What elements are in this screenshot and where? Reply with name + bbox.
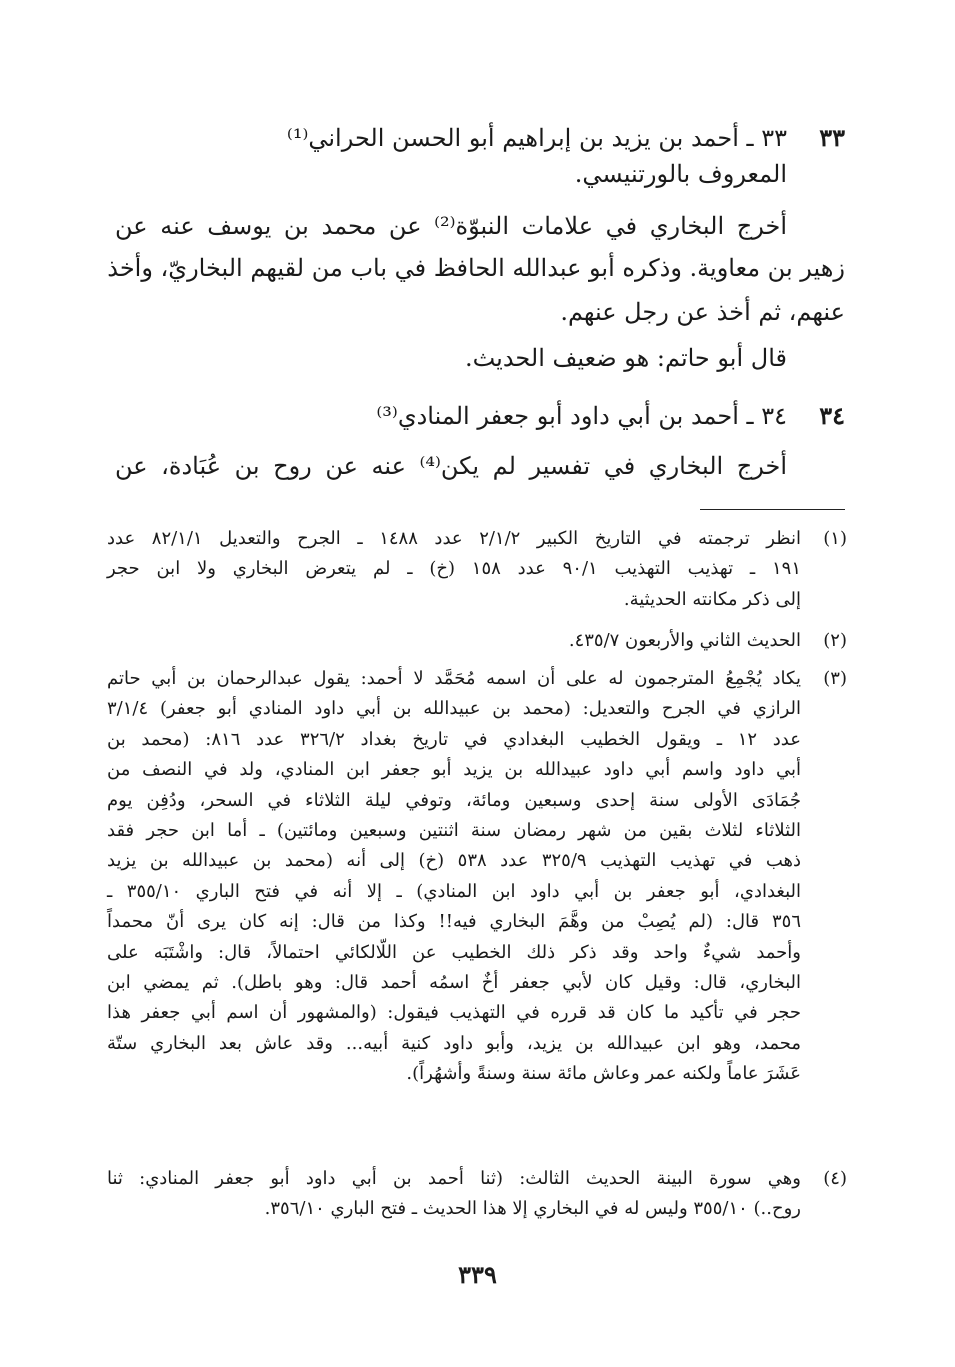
footnote-separator [700, 509, 845, 510]
footnote-line: الثلاثاء لثلاث بقين من شهر رمضان سنة اثنتين وسبعين ومائتين) ـ أما ابن حجر فقد [107, 820, 801, 842]
paragraph-line: زهير بن معاوية. وذكره أبو عبدالله الحافظ في باب من لقيهم البخاريّ، وأخذ [107, 254, 845, 282]
footnote [107, 664, 847, 1090]
quote-line: قال أبو حاتم: هو ضعيف الحديث. [464, 344, 787, 372]
footnote-line: عَشَرَ عاماً ولكنه عمر وعاش مائة سنة وسنةً وأشهُراً). [406, 1063, 801, 1085]
entry-heading-continuation: المعروف بالورتنيسي. [574, 160, 787, 188]
footnote [107, 524, 847, 615]
paragraph-line: عنهم، ثم أخذ عن رجل عنهم. [560, 298, 845, 326]
entry-heading: ٣٤ ـ أحمد بن أبي داود أبو جعفر المنادي⁽³⁾ [376, 402, 787, 430]
footnote-line: وهي سورة البينة الحديث الثالث: (ثنا أحمد بن أبي داود أبو جعفر المنادي: ثنا [107, 1168, 801, 1189]
footnote-line: حجر في تأكيد ما كان قد قرره في التهذيب فيقول: (والمشهور أن اسم أبي جعفر هذا [107, 1002, 801, 1024]
paragraph-line: أخرج البخاري في تفسير لم يكن⁽⁴⁾ عنه عن روح بن عُبَادة، عن [115, 452, 788, 480]
entry-heading: ٣٣ ـ أحمد بن يزيد بن إبراهيم أبو الحسن الحراني⁽¹⁾ [286, 124, 787, 152]
footnote-line: يكاد يُجْمِعُ المترجمون له على أن اسمه مُحَمَّد لا أحمد: يقول عبدالرحمان بن أبي حاتم [107, 668, 801, 689]
page-number: ٣٣٩ [458, 1260, 497, 1289]
footnote-line: أبي داود واسم أبي داود عبيدالله بن يزيد أبو جعفر ابن المنادي، ولد في النصف من [107, 759, 801, 781]
footnote-line: البخاري، قال: وقيل كان لأبي جعفر أخٌ اسمُه أحمد قال: وهو باطل). ثم يمضي ابن [107, 972, 801, 994]
footnote-number: (٤) [823, 1168, 847, 1189]
footnote-line: انظر ترجمته في التاريخ الكبير ٢/١/٢ عدد ١٤٨٨ ـ الجرح والتعديل ٨٢/١/١ عدد [107, 528, 801, 549]
footnote [107, 1164, 847, 1225]
footnote [107, 626, 847, 656]
footnote-line: ذهب في تهذيب التهذيب ٣٢٥/٩ عدد ٥٣٨ (خ) إلى أنه (محمد بن عبيدالله بن يزيد [107, 850, 801, 872]
footnote-line: جُمَادَى الأولى سنة إحدى وسبعين ومائة، وتوفي ليلة الثلاثاء في السحر، ودُفِن يوم [107, 789, 801, 811]
footnote-line: الحديث الثاني والأربعون ٤٣٥/٧. [568, 630, 801, 651]
paragraph-line: أخرج البخاري في علامات النبوّة⁽²⁾ عن محمد بن يوسف عنه عن [115, 212, 787, 240]
footnote-line: محمد، وهو ابن عبيدالله بن يزيد، وأبو داود كنية أبيه... وقد عاش بعد البخاري ستّة [107, 1032, 801, 1054]
footnote-line: وأحمد شيءٌ واحد وقد ذكر ذلك الخطيب عن اللّالكائي احتمالاً، قال: واشْتَبَه على [107, 941, 801, 963]
footnote-number: (٢) [823, 630, 847, 651]
footnote-line: إلى ذكر مكانته الحديثية. [623, 588, 801, 610]
entry-number: ٣٣ [819, 123, 845, 152]
footnote-line: البغدادي، أبو جعفر بن أبي داود ابن المنادي) ـ إلا أنه في فتح الباري ٣٥٥/١٠ ـ [107, 880, 802, 902]
footnote-line: الرازي في الجرح والتعديل: (محمد بن عبيدالله بن أبي داود المنادي أبو جعفر) ٣/١/٤ [107, 698, 801, 720]
footnote-line: ١٩١ ـ تهذيب التهذيب ٩٠/١ عدد ١٥٨ (خ) ـ لم يتعرض البخاري ولا ابن حجر [107, 558, 801, 580]
footnote-line: ٣٥٦ قال: (لم يُصِبْ من وهَّمَ البخاري فيه!! وكذا من قال: إنه كان يرى أنّ محمداً [107, 911, 801, 933]
footnote-number: (١) [823, 528, 847, 549]
footnote-line: روح..) ٣٥٥/١٠ وليس له في البخاري إلا هذا الحديث ـ فتح الباري ٣٥٦/١٠. [264, 1198, 801, 1220]
entry-number: ٣٤ [819, 401, 845, 430]
footnote-line: عدد ١٢ ـ ويقول الخطيب البغدادي في تاريخ بغداد ٣٢٦/٢ عدد ٨١٦: (محمد بن [107, 728, 801, 750]
footnote-number: (٣) [823, 668, 847, 689]
